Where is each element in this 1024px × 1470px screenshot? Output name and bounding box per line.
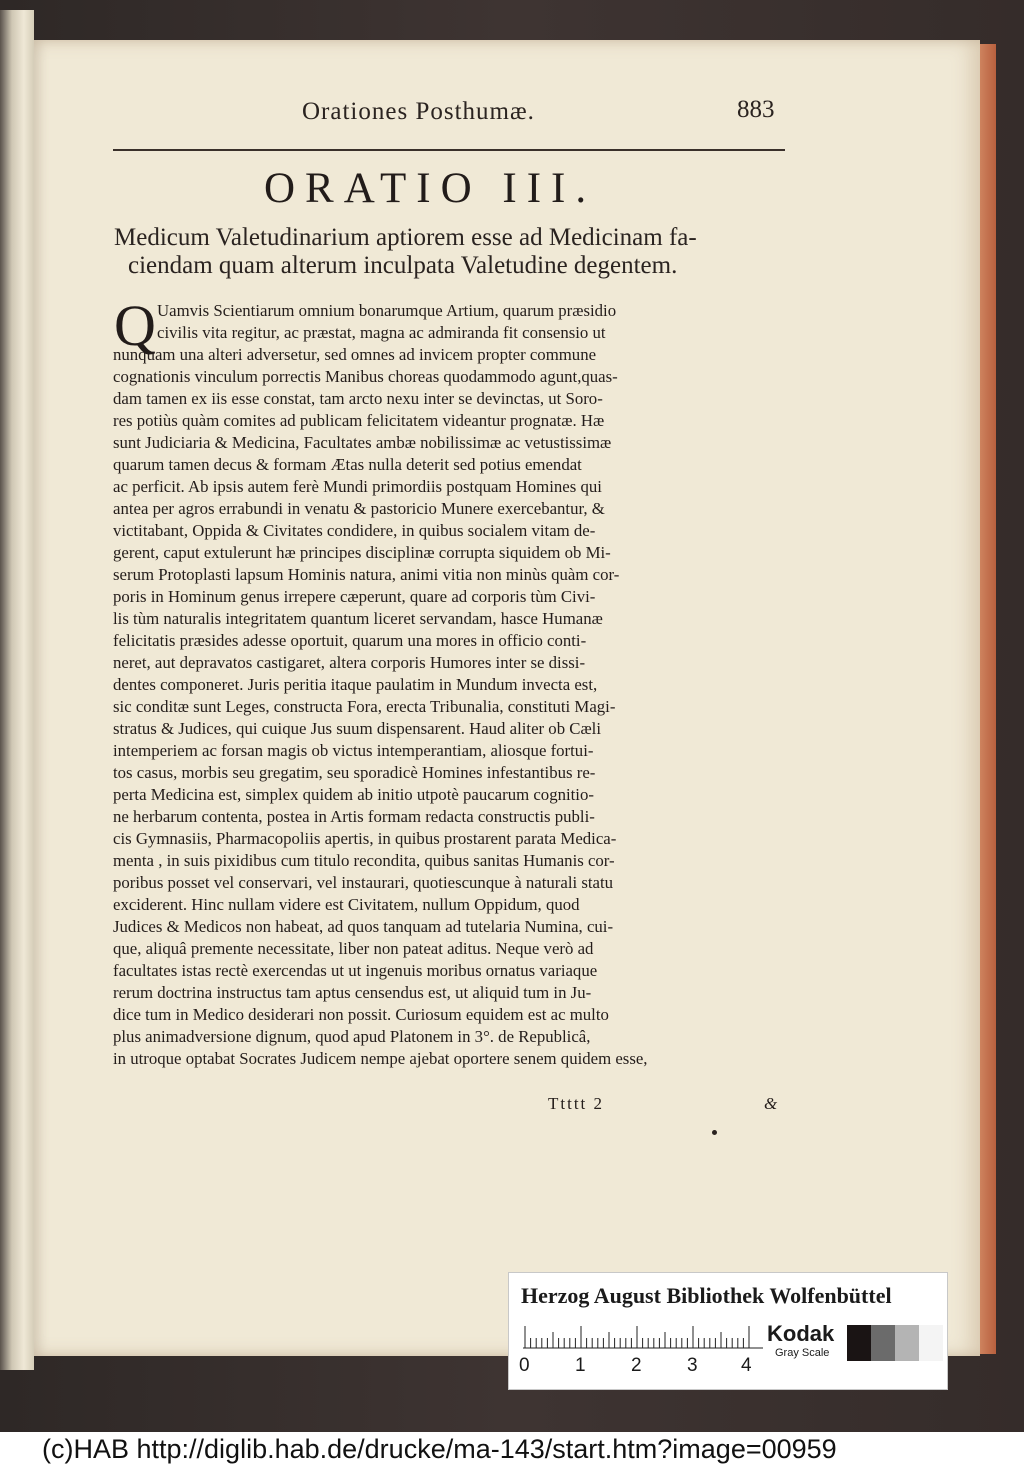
- body-line: plus animadversione dignum, quod apud Platonem in 3°. de Republicâ,: [113, 1027, 591, 1046]
- body-line: ne herbarum contenta, postea in Artis formam redacta constructis publi-: [113, 807, 595, 826]
- gray-scale-patches: [847, 1325, 943, 1361]
- body-line: sunt Judiciaria & Medicina, Facultates ambæ nobilissimæ ac vetustissimæ: [113, 433, 612, 452]
- ruler-scale: [523, 1321, 763, 1349]
- body-line: felicitatis præsides adesse oportuit, quarum una mores in officio conti-: [113, 631, 587, 650]
- body-line: Uamvis Scientiarum omnium bonarumque Artium, quarum præsidio: [157, 301, 617, 320]
- body-line: sic conditæ sunt Leges, constructa Fora, erecta Tribunalia, constituti Magi-: [113, 697, 616, 716]
- oration-title: ORATIO III.: [264, 165, 597, 212]
- gray-scale-label: Gray Scale: [775, 1347, 830, 1359]
- body-line: menta , in suis pixidibus cum titulo recondita, quibus sanitas Humanis cor-: [113, 851, 615, 870]
- page-number: 883: [737, 96, 775, 123]
- body-line: serum Protoplasti lapsum Hominis natura, animi vitia non minùs quàm cor-: [113, 565, 620, 584]
- body-line: lis tùm naturalis integritatem quantum liceret servandam, hasce Humanæ: [113, 609, 603, 628]
- subtitle-line: ciendam quam alterum inculpata Valetudine degentem.: [128, 252, 678, 279]
- body-line: civilis vita regitur, ac præstat, magna ac admiranda fit consensio ut: [157, 323, 606, 342]
- body-line: neret, aut depravatos castigaret, altera corporis Humores inter se dissi-: [113, 653, 586, 672]
- source-url: (c)HAB http://diglib.hab.de/drucke/ma-143/start.htm?image=00959: [42, 1434, 837, 1464]
- body-line: in utroque optabat Socrates Judicem nempe ajebat oportere senem quidem esse,: [113, 1049, 648, 1068]
- gray-patch: [919, 1325, 943, 1361]
- body-line: res potiùs quàm comites ad publicam felicitatem videantur prognatæ. Hæ: [113, 411, 605, 430]
- scale-label-3: 3: [687, 1355, 698, 1376]
- body-line: stratus & Judices, qui cuique Jus suum dispensarent. Haud aliter ob Cæli: [113, 719, 601, 738]
- body-line: nunquam una alteri adversetur, sed omnes ad invicem propter commune: [113, 345, 597, 364]
- library-card: [508, 1272, 948, 1390]
- body-line: ac perficit. Ab ipsis autem ferè Mundi primordiis postquam Homines qui: [113, 477, 602, 496]
- body-line: dice tum in Medico desiderari non possit. Curiosum equidem est ac multo: [113, 1005, 609, 1024]
- body-line: gerent, caput extulerunt hæ principes disciplinæ corrupta siquidem ob Mi-: [113, 543, 611, 562]
- body-line: quarum tamen decus & formam Ætas nulla deterit sed potius emendat: [113, 455, 582, 474]
- book-binding: [0, 10, 34, 1370]
- body-line: que, aliquâ premente necessitate, liber non pateat aditus. Neque verò ad: [113, 939, 594, 958]
- gray-patch: [871, 1325, 895, 1361]
- body-line: victitabant, Oppida & Civitates condidere, in quibus socialem vitam de-: [113, 521, 596, 540]
- library-name: Herzog August Bibliothek Wolfenbüttel: [521, 1283, 892, 1308]
- body-line: facultates istas rectè exercendas ut ut ingenuis moribus ornatus variaque: [113, 961, 598, 980]
- body-line: Judices & Medicos non habeat, ad quos tanquam ad tutelaria Numina, cui-: [113, 917, 614, 936]
- body-line: dentes componeret. Juris peritia itaque paulatim in Mundum invecta est,: [113, 675, 598, 694]
- scale-label-0: 0: [519, 1355, 530, 1376]
- body-line: dam tamen ex iis esse constat, tam arcto nexu inter se devinctas, ut Soro-: [113, 389, 603, 408]
- body-line: poris in Hominum genus irrepere cæperunt, quare ad corporis tùm Civi-: [113, 587, 596, 606]
- catchword: &: [764, 1094, 778, 1113]
- body-line: intemperiem ac forsan magis ob victus intemperantiam, aliosque fortui-: [113, 741, 594, 760]
- scale-label-4: 4: [741, 1355, 752, 1376]
- drop-cap: Q: [114, 293, 156, 358]
- body-line: cis Gymnasiis, Pharmacopoliis apertis, in quibus prostarent parata Medica-: [113, 829, 617, 848]
- body-line: cognationis vinculum porrectis Manibus choreas quodammodo agunt,quas-: [113, 367, 618, 386]
- ink-dot: [712, 1130, 717, 1135]
- running-title: Orationes Posthumæ.: [302, 98, 535, 125]
- body-line: perta Medicina est, simplex quidem ab initio utpotè paucarum cognitio-: [113, 785, 594, 804]
- subtitle-line: Medicum Valetudinarium aptiorem esse ad Medicinam fa-: [114, 224, 697, 251]
- body-text: [113, 293, 793, 1070]
- body-line: antea per agros errabundi in venatu & pastoricio Munere exercebantur, &: [113, 499, 605, 518]
- scale-label-1: 1: [575, 1355, 586, 1376]
- body-line: rerum doctrina instructus tam aptus censendus est, ut aliquid tum in Ju-: [113, 983, 592, 1002]
- signature-mark: Ttttt 2: [548, 1094, 605, 1113]
- header-rule: [113, 149, 785, 151]
- body-line: exciderent. Hinc nullam videre est Civitatem, nullum Oppidum, quod: [113, 895, 580, 914]
- body-line: tos casus, morbis seu gregatim, seu sporadicè Homines infestantibus re-: [113, 763, 596, 782]
- body-line: poribus posset vel conservari, vel instaurari, quotiescunque à naturali statu: [113, 873, 614, 892]
- gray-patch: [895, 1325, 919, 1361]
- kodak-logo: Kodak: [767, 1321, 835, 1346]
- scale-label-2: 2: [631, 1355, 642, 1376]
- gray-patch: [847, 1325, 871, 1361]
